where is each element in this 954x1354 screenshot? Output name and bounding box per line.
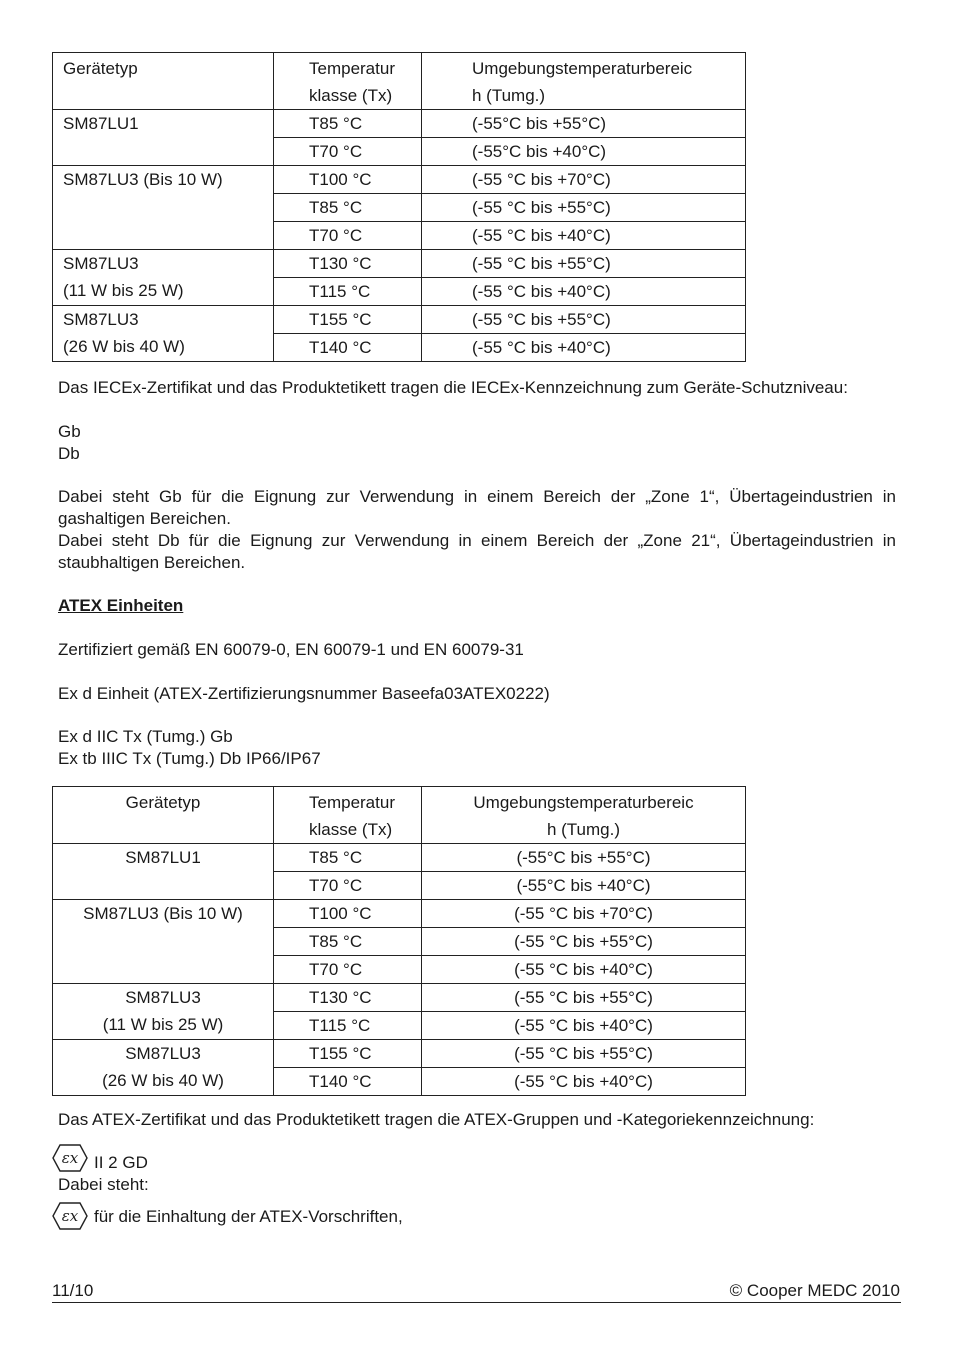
ambient-range-cell: (-55°C bis +40°C)	[422, 138, 746, 166]
ambient-range-cell: (-55 °C bis +55°C)	[422, 984, 746, 1012]
certified-text: Zertifiziert gemäß EN 60079-0, EN 60079-1 und EN 60079-31	[58, 640, 524, 659]
ex-mark-icon	[52, 1201, 88, 1231]
device-cell: SM87LU3 (Bis 10 W)	[53, 900, 274, 984]
ambient-range-cell: (-55 °C bis +70°C)	[422, 900, 746, 928]
temperature-class-cell: T85 °C	[274, 194, 422, 222]
svg-text:εx: εx	[61, 1207, 79, 1225]
table-header-row	[53, 53, 746, 110]
table-row	[53, 110, 746, 138]
ambient-range-cell: (-55°C bis +55°C)	[422, 110, 746, 138]
temperature-class-cell: T115 °C	[274, 1012, 422, 1040]
marking-line-2: Ex tb IIIC Tx (Tumg.) Db IP66/IP67	[58, 749, 321, 768]
temperature-class-cell: T100 °C	[274, 900, 422, 928]
ambient-range-cell: (-55 °C bis +55°C)	[422, 194, 746, 222]
ambient-range-cell: (-55 °C bis +40°C)	[422, 1012, 746, 1040]
temperature-class-cell: T155 °C	[274, 1040, 422, 1068]
device-cell: SM87LU3 (26 W bis 40 W)	[53, 1040, 274, 1096]
table-row	[53, 844, 746, 872]
ambient-range-cell: (-55 °C bis +55°C)	[422, 250, 746, 278]
ambient-range-cell: (-55°C bis +55°C)	[422, 844, 746, 872]
device-cell: SM87LU3 (11 W bis 25 W)	[53, 250, 274, 306]
ambient-range-cell: (-55 °C bis +70°C)	[422, 166, 746, 194]
copyright: © Cooper MEDC 2010	[729, 1281, 900, 1300]
table-row	[53, 984, 746, 1012]
ambient-range-cell: (-55 °C bis +40°C)	[422, 278, 746, 306]
temperature-class-cell: T115 °C	[274, 278, 422, 306]
temperature-class-cell: T140 °C	[274, 1068, 422, 1096]
table-header-row	[53, 787, 746, 844]
temperature-class-cell: T70 °C	[274, 138, 422, 166]
table-row	[53, 306, 746, 334]
svg-text:εx: εx	[61, 1149, 79, 1167]
table-row	[53, 1040, 746, 1068]
device-cell: SM87LU1	[53, 110, 274, 166]
temperature-class-cell: T155 °C	[274, 306, 422, 334]
dabei-text: Dabei steht:	[58, 1175, 149, 1194]
exd-unit-text: Ex d Einheit (ATEX-Zertifizierungsnummer Baseefa03ATEX0222)	[58, 684, 550, 703]
level-gb: Gb	[58, 422, 81, 441]
temperature-class-cell: T70 °C	[274, 872, 422, 900]
ambient-range-cell: (-55 °C bis +40°C)	[422, 334, 746, 362]
atex-heading: ATEX Einheiten	[58, 596, 184, 615]
table-row	[53, 900, 746, 928]
gb-paragraph: Dabei steht Gb für die Eignung zur Verwendung in einem Bereich der „Zone 1“, Übertageindustrien in gashaltigen Bereichen.	[58, 487, 896, 528]
footer-rule	[52, 1302, 901, 1303]
temperature-class-cell: T130 °C	[274, 250, 422, 278]
ambient-range-cell: (-55 °C bis +40°C)	[422, 1068, 746, 1096]
header-ambient-range: Umgebungstemperaturbereic h (Tumg.)	[422, 787, 746, 844]
temperature-class-cell: T100 °C	[274, 166, 422, 194]
page-number: 11/10	[52, 1281, 94, 1300]
ambient-range-cell: (-55 °C bis +55°C)	[422, 928, 746, 956]
temperature-class-cell: T140 °C	[274, 334, 422, 362]
header-temperature-class: Temperatur klasse (Tx)	[274, 787, 422, 844]
ambient-range-cell: (-55°C bis +40°C)	[422, 872, 746, 900]
temperature-table-atex	[52, 786, 746, 1096]
ex-meaning-text: für die Einhaltung der ATEX-Vorschriften,	[94, 1207, 403, 1226]
header-ambient-range: Umgebungstemperaturbereic h (Tumg.)	[422, 53, 746, 110]
temperature-class-cell: T85 °C	[274, 844, 422, 872]
ambient-range-cell: (-55 °C bis +40°C)	[422, 222, 746, 250]
device-cell: SM87LU3 (11 W bis 25 W)	[53, 984, 274, 1040]
iecex-paragraph: Das IECEx-Zertifikat und das Produktetikett tragen die IECEx-Kennzeichnung zum Geräte-Schutzniveau:	[58, 378, 848, 397]
db-paragraph: Dabei steht Db für die Eignung zur Verwendung in einem Bereich der „Zone 21“, Übertageindustrien in staubhaltigen Bereichen.	[58, 531, 896, 572]
header-temperature-class: Temperatur klasse (Tx)	[274, 53, 422, 110]
temperature-class-cell: T130 °C	[274, 984, 422, 1012]
ambient-range-cell: (-55 °C bis +40°C)	[422, 956, 746, 984]
ex-mark-icon	[52, 1143, 88, 1173]
temperature-class-cell: T85 °C	[274, 928, 422, 956]
atex-paragraph: Das ATEX-Zertifikat und das Produktetikett tragen die ATEX-Gruppen und -Kategoriekennzeichnung:	[58, 1110, 815, 1129]
marking-line-1: Ex d IIC Tx (Tumg.) Gb	[58, 727, 233, 746]
temperature-class-cell: T70 °C	[274, 956, 422, 984]
device-cell: SM87LU3 (Bis 10 W)	[53, 166, 274, 250]
ambient-range-cell: (-55 °C bis +55°C)	[422, 1040, 746, 1068]
header-device: Gerätetyp	[53, 787, 274, 844]
table-row	[53, 250, 746, 278]
level-db: Db	[58, 444, 80, 463]
header-device: Gerätetyp	[53, 53, 274, 110]
ex-group-text: II 2 GD	[94, 1153, 148, 1172]
device-cell: SM87LU1	[53, 844, 274, 900]
temperature-table-iecex	[52, 52, 746, 362]
temperature-class-cell: T85 °C	[274, 110, 422, 138]
table-row	[53, 166, 746, 194]
device-cell: SM87LU3 (26 W bis 40 W)	[53, 306, 274, 362]
ambient-range-cell: (-55 °C bis +55°C)	[422, 306, 746, 334]
temperature-class-cell: T70 °C	[274, 222, 422, 250]
